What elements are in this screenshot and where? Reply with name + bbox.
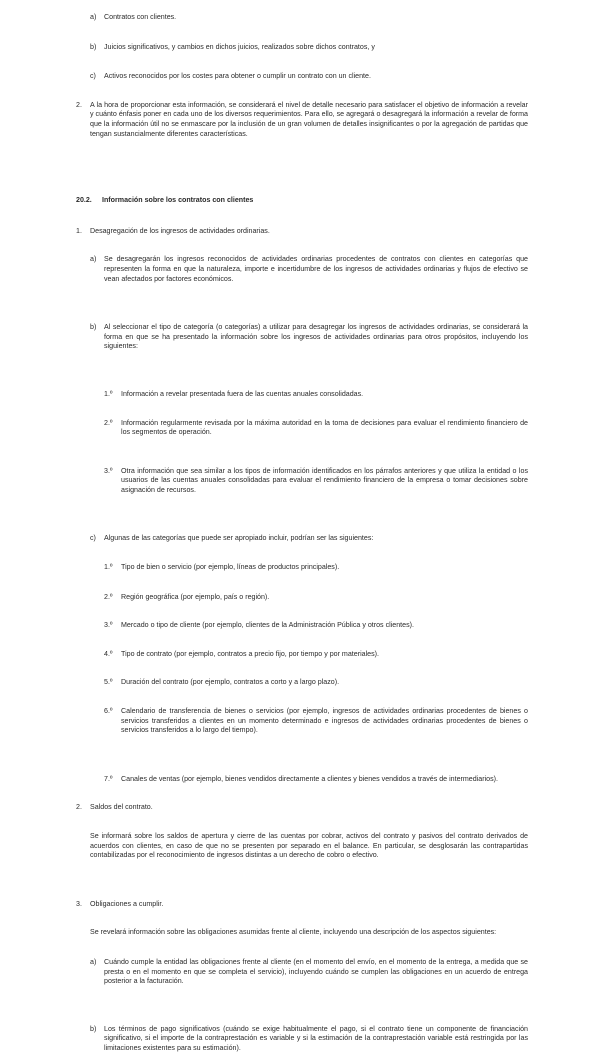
- item-text: Se desagregarán los ingresos reconocidos de actividades ordinarias procedentes de contratos con clientes en categorías que representen la forma en que la naturaleza, importe e incertidumbre de los ingresos de actividades ordinarias y flujos de efectivo se vean afectados por factores económicos.: [104, 255, 528, 283]
- item-label: b): [90, 42, 97, 51]
- list-item: [0, 593, 600, 603]
- list-item: [0, 419, 600, 438]
- item-label: 1.º: [104, 563, 113, 572]
- item-text: Información regularmente revisada por la máxima autoridad en la toma de decisiones para evaluar el rendimiento financiero de los segmentos de operación.: [121, 418, 528, 437]
- list-item-b: [0, 43, 600, 53]
- list-item: [0, 678, 600, 688]
- subsection-2-text: [0, 832, 600, 861]
- item-text: Tipo de bien o servicio (por ejemplo, líneas de productos principales).: [121, 563, 340, 572]
- item-text: Al seleccionar el tipo de categoría (o categorías) a utilizar para desagregar los ingresos de actividades ordinarias, se considerará la forma en que se ha presentado la información sobre los ingresos de actividades ordinarias para otros propósitos, incluyendo los siguientes:: [104, 323, 528, 351]
- section-title: Información sobre los contratos con clientes: [102, 196, 254, 205]
- item-label: 3.º: [104, 621, 113, 630]
- item-text: Los términos de pago significativos (cuándo se exige habitualmente el pago, si el contrato tiene un componente de financiación significativo, si el importe de la contraprestación es variable y si la estimación de la contraprestación variable está restringida por las limitaciones existentes para su estimación).: [104, 1024, 528, 1052]
- list-item: [0, 621, 600, 631]
- item-label: 4.º: [104, 649, 113, 658]
- item-label: b): [90, 1024, 97, 1033]
- item-label: a): [90, 957, 97, 966]
- subsection-3-item-a: [0, 958, 600, 987]
- item-label: 5.º: [104, 678, 113, 687]
- item-text: Región geográfica (por ejemplo, país o región).: [121, 592, 270, 601]
- subsection-1-title: [0, 227, 600, 237]
- list-item-c: [0, 72, 600, 82]
- paragraph-2: [0, 101, 600, 139]
- item-text: Tipo de contrato (por ejemplo, contratos a precio fijo, por tiempo y por materiales).: [121, 649, 379, 658]
- list-item: [0, 650, 600, 660]
- item-label: 2.º: [104, 592, 113, 601]
- item-text: Cuándo cumple la entidad las obligaciones frente al cliente (en el momento del envío, en el momento de la entrega, a medida que se presta o en el momento en que se completa el servicio), incluyendo cuándo se cumplen las obligaciones en un acuerdo de entrega posterior a la facturación.: [104, 957, 528, 986]
- item-text: Duración del contrato (por ejemplo, contratos a corto y a largo plazo).: [121, 678, 340, 687]
- subsection-title: Obligaciones a cumplir.: [90, 899, 164, 908]
- subsection-number: 2.: [76, 803, 82, 812]
- item-text: Contratos con clientes.: [104, 13, 177, 21]
- item-text: Otra información que sea similar a los tipos de información identificados en los párrafos anteriores y que utiliza la entidad o los usuarios de las cuentas anuales consolidadas para evaluar el rendimiento financiero de la empresa o tomar decisiones sobre asignación de recursos.: [121, 466, 528, 494]
- item-label: a): [90, 255, 97, 264]
- item-label: c): [90, 534, 96, 543]
- subsection-3-title: [0, 900, 600, 910]
- item-label: 1.º: [104, 389, 113, 398]
- subsection-1-item-c: [0, 534, 600, 544]
- item-text: Juicios significativos, y cambios en dichos juicios, realizados sobre dichos contratos, y: [104, 42, 375, 51]
- list-item-a: [0, 13, 600, 23]
- item-label: a): [90, 13, 97, 21]
- subsection-number: 1.: [76, 226, 82, 235]
- item-text: Información a revelar presentada fuera de las cuentas anuales consolidadas.: [121, 389, 364, 398]
- subsection-title: Saldos del contrato.: [90, 803, 153, 812]
- item-text: Activos reconocidos por los costes para obtener o cumplir un contrato con un cliente.: [104, 72, 371, 81]
- section-number: 20.2.: [76, 196, 92, 205]
- subsection-3-text: [0, 928, 600, 938]
- subsection-number: 3.: [76, 899, 82, 908]
- item-label: 2.º: [104, 418, 113, 427]
- subsection-title: Desagregación de los ingresos de actividades ordinarias.: [90, 226, 270, 235]
- item-label: b): [90, 323, 97, 332]
- item-text: Calendario de transferencia de bienes o servicios (por ejemplo, ingresos de actividades ordinarias procedentes de bienes o servicios transferidos a clientes en un momento determinado e ingresos de actividades ordinarias procedentes de bienes o servicios transferidos a lo largo del tiempo).: [121, 707, 528, 735]
- list-item: [0, 775, 600, 785]
- subsection-1-item-b: [0, 323, 600, 352]
- list-item: [0, 390, 600, 400]
- item-label: 6.º: [104, 707, 113, 716]
- paragraph-text: Se revelará información sobre las obligaciones asumidas frente al cliente, incluyendo una descripción de los aspectos siguientes:: [90, 928, 497, 937]
- item-label: 3.º: [104, 466, 113, 475]
- item-label: c): [90, 72, 96, 81]
- list-item: [0, 563, 600, 573]
- item-text: Algunas de las categorías que puede ser apropiado incluir, podrían ser las siguientes:: [104, 534, 374, 543]
- paragraph-number: 2.: [76, 100, 82, 109]
- subsection-3-item-b: [0, 1025, 600, 1054]
- paragraph-text: A la hora de proporcionar esta información, se considerará el nivel de detalle necesario para satisfacer el objetivo de información a revelar y cuánto énfasis poner en cada uno de los diversos requerimientos. Para ello, se agregará o desagregará la información a revelar de forma que la información útil no se enmascare por la inclusión de un gran volumen de detalles insignificantes o por la agregación de partidas que tengan sustancialmente diferentes características.: [90, 100, 528, 138]
- section-heading: [0, 196, 600, 206]
- item-text: Mercado o tipo de cliente (por ejemplo, clientes de la Administración Pública y otros clientes).: [121, 621, 414, 630]
- list-item: [0, 707, 600, 736]
- paragraph-text: Se informará sobre los saldos de apertura y cierre de las cuentas por cobrar, activos del contrato y pasivos del contrato derivados de acuerdos con clientes, en caso de que no se presenten por separado en el balance. En particular, se desglosarán las contrapartidas contabilizadas por el reconocimiento de ingresos distintas a un derecho de cobro o efectivo.: [90, 832, 528, 860]
- subsection-1-item-a: [0, 255, 600, 284]
- list-item: [0, 467, 600, 496]
- item-text: Canales de ventas (por ejemplo, bienes vendidos directamente a clientes y bienes vendidos a través de intermediarios).: [121, 774, 498, 783]
- item-label: 7.º: [104, 774, 113, 783]
- subsection-2-title: [0, 803, 600, 813]
